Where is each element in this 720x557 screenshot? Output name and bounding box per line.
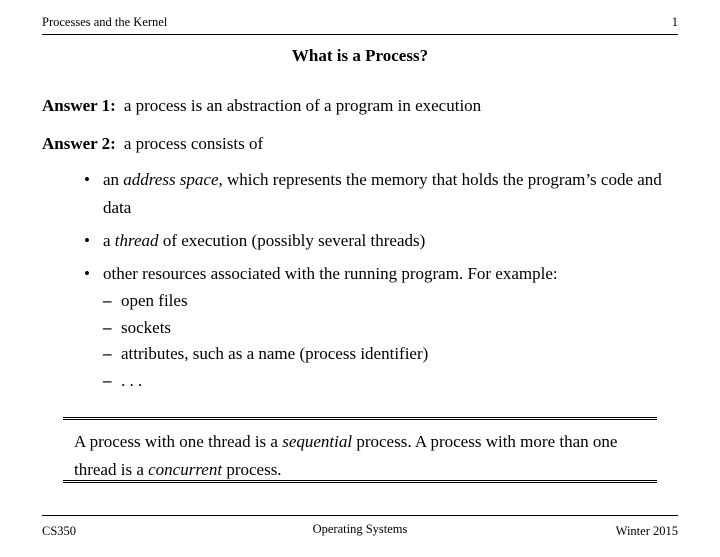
answer-2-text: a process consists of [123, 134, 264, 153]
page-number: 1 [671, 15, 678, 29]
bullet-address-space [84, 166, 684, 222]
bullet-text: , which represents the memory that holds the program’s code and data [103, 170, 662, 217]
bullet-other-resources [84, 260, 684, 394]
answer-2-label: Answer 2: [42, 134, 116, 153]
subitem-open-files: – open files [103, 288, 684, 315]
answer-1 [42, 96, 481, 116]
bullet-text: an [103, 170, 124, 189]
slide-title: What is a Process? [291, 46, 429, 65]
box-text: process. A process with more than one thread is a [74, 432, 618, 479]
bullet-text: other resources associated with the running program. For example: [103, 264, 558, 283]
bullet-text: of execution (possibly several threads) [158, 231, 426, 250]
definition-box [63, 417, 657, 483]
header-section-title: Processes and the Kernel [42, 15, 168, 29]
footer-course: CS350 [42, 523, 77, 538]
answer-2-bullet-list [84, 166, 684, 399]
answer-2 [42, 134, 263, 154]
box-emphasis-concurrent: concurrent [148, 460, 223, 479]
footer-subject: Operating Systems [312, 522, 408, 536]
bullet-thread [84, 227, 684, 255]
page-footer [42, 515, 678, 544]
bullet-emphasis: thread [114, 231, 159, 250]
bullet-text: a [103, 231, 115, 250]
answer-1-label: Answer 1: [42, 96, 116, 115]
footer-term: Winter 2015 [615, 523, 678, 538]
bullet-emphasis: address space [123, 170, 219, 189]
page-header [42, 10, 678, 35]
answer-1-text: a process is an abstraction of a program in execution [123, 96, 482, 115]
box-text: A process with one thread is a [74, 432, 283, 451]
subitem-ellipsis: – . . . [103, 368, 684, 395]
box-emphasis-sequential: sequential [282, 432, 353, 451]
resources-sublist [103, 288, 684, 394]
subitem-sockets: – sockets [103, 315, 684, 342]
box-text: process. [222, 460, 282, 479]
subitem-attributes: – attributes, such as a name (process identifier) [103, 341, 684, 368]
